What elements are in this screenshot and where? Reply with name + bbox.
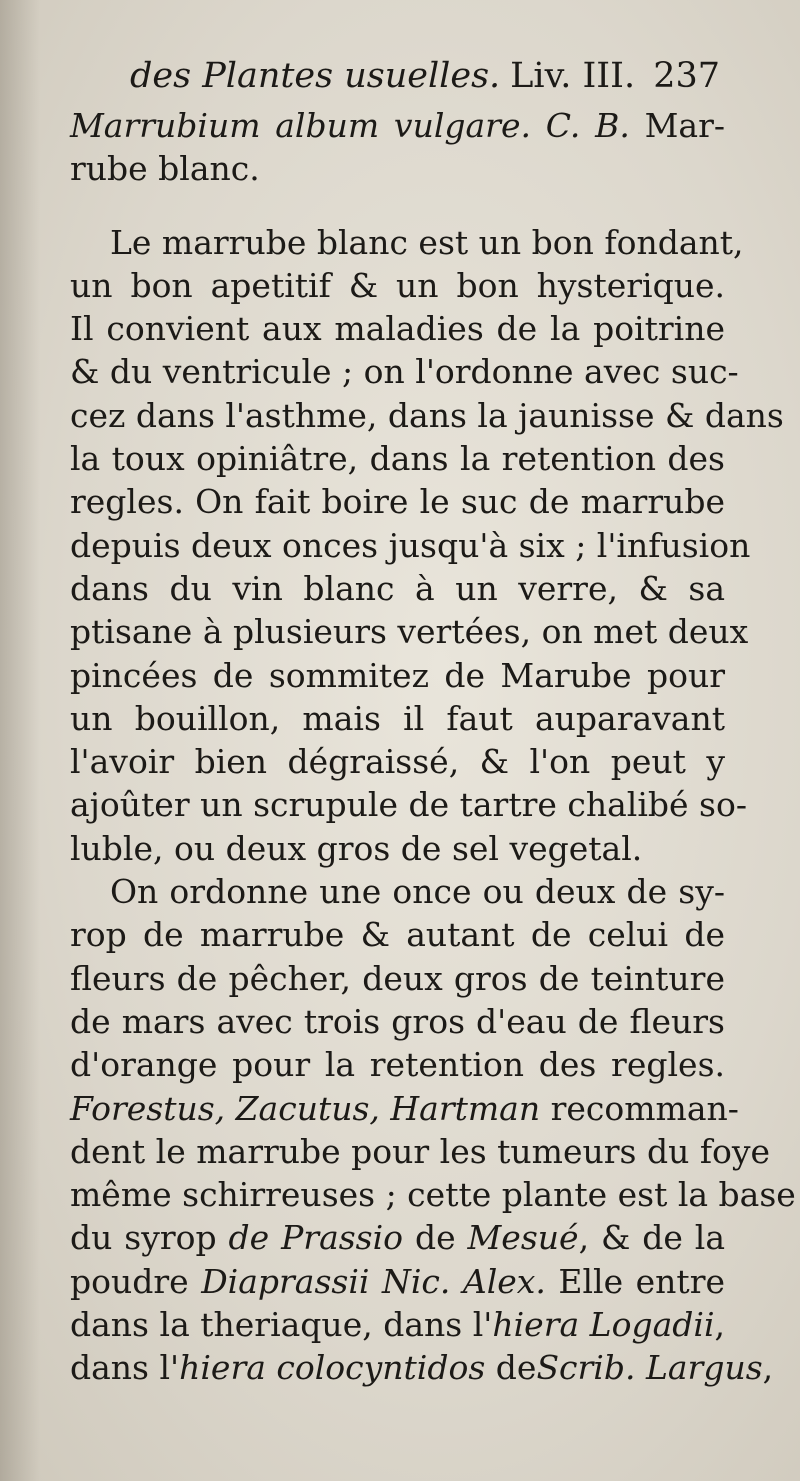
paragraph-2-line: On ordonne une once ou deux de sy- <box>110 872 725 912</box>
italic-term: Mesué <box>467 1218 579 1258</box>
line-text: de <box>403 1218 468 1258</box>
line-text: , & de la <box>578 1218 726 1258</box>
authors-italic: Forestus, Zacutus, Hartman <box>70 1088 541 1128</box>
line-text: poudre <box>70 1261 202 1301</box>
paragraph-2-line <box>70 1216 725 1259</box>
paragraph-1-line: cez dans l'asthme, dans la jaunisse & dans <box>70 395 784 435</box>
paragraph-2-line <box>70 1346 774 1389</box>
paragraph-2-line: dent le marrube pour les tumeurs du foye <box>70 1131 771 1171</box>
paragraph-1-line: ajoûter un scrupule de tartre chalibé so- <box>70 785 747 825</box>
italic-term: hiera colocyntidos <box>179 1348 486 1388</box>
line-text: du syrop <box>70 1218 229 1258</box>
line-text: Elle entre <box>545 1261 725 1301</box>
entry-heading-line-1 <box>70 104 725 147</box>
paragraph-2-line: fleurs de pêcher, deux gros de teinture <box>70 958 725 998</box>
paragraph-2-line: même schirreuses ; cette plante est la base <box>70 1175 796 1215</box>
paragraph-1-line: luble, ou deux gros de sel vegetal. <box>70 828 643 868</box>
paragraph-2-line <box>70 1260 725 1303</box>
paragraph-1-line: ptisane à plusieurs vertées, on met deux <box>70 612 749 652</box>
paragraph-1-line: regles. On fait boire le suc de marrube <box>70 482 725 522</box>
line-text: dans l' <box>70 1348 180 1388</box>
page-number: 237 <box>653 56 720 96</box>
line-text: de <box>485 1348 537 1388</box>
paragraph-2-line: rop de marrube & autant de celui de <box>70 915 725 955</box>
paragraph-1-line: l'avoir bien dégraissé, & l'on peut y <box>70 742 725 782</box>
italic-term: de Prassio <box>228 1218 404 1258</box>
running-head-book: Liv. III. <box>510 56 636 96</box>
gutter-shadow <box>0 0 40 1481</box>
paragraph-1-line: depuis deux onces jusqu'à six ; l'infusion <box>70 525 751 565</box>
line-text: dans la theriaque, dans l' <box>70 1305 493 1345</box>
line-text: recomman- <box>540 1088 739 1128</box>
running-head-title: des Plantes usuelles. <box>130 56 501 96</box>
common-name-start: Mar- <box>629 106 725 145</box>
running-head <box>130 52 720 100</box>
line-text: , <box>762 1348 774 1388</box>
paragraph-1-line: Il convient aux maladies de la poitrine <box>70 309 725 349</box>
paragraph-1-line: pincées de sommitez de Marube pour <box>70 655 725 695</box>
paragraph-2-line: d'orange pour la retention des regles. <box>70 1045 725 1085</box>
line-text: , <box>714 1305 725 1345</box>
paragraph-1-line: un bouillon, mais il faut auparavant <box>70 698 725 738</box>
body-text <box>70 104 796 1390</box>
paragraph-2-line <box>70 1087 739 1130</box>
paragraph-1-line: & du ventricule ; on l'ordonne avec suc- <box>70 352 739 392</box>
paragraph-2-line: de mars avec trois gros d'eau de fleurs <box>70 1001 725 1041</box>
italic-term: Scrib. Largus <box>536 1348 763 1388</box>
italic-term: hiera Logadii <box>492 1305 715 1345</box>
paragraph-gap <box>70 191 725 221</box>
paragraph-1-line: la toux opiniâtre, dans la retention des <box>70 439 725 479</box>
paragraph-1-line: un bon apetitif & un bon hysterique. <box>70 265 725 305</box>
paragraph-2-line <box>70 1303 725 1346</box>
entry-heading-line-2: rube blanc. <box>70 149 260 189</box>
paragraph-1-line: Le marrube blanc est un bon fondant, <box>110 222 744 262</box>
botanical-name: Marrubium album vulgare. C. B. <box>70 106 630 145</box>
italic-term: Diaprassii Nic. Alex. <box>201 1261 546 1301</box>
paragraph-1-line: dans du vin blanc à un verre, & sa <box>70 568 725 608</box>
